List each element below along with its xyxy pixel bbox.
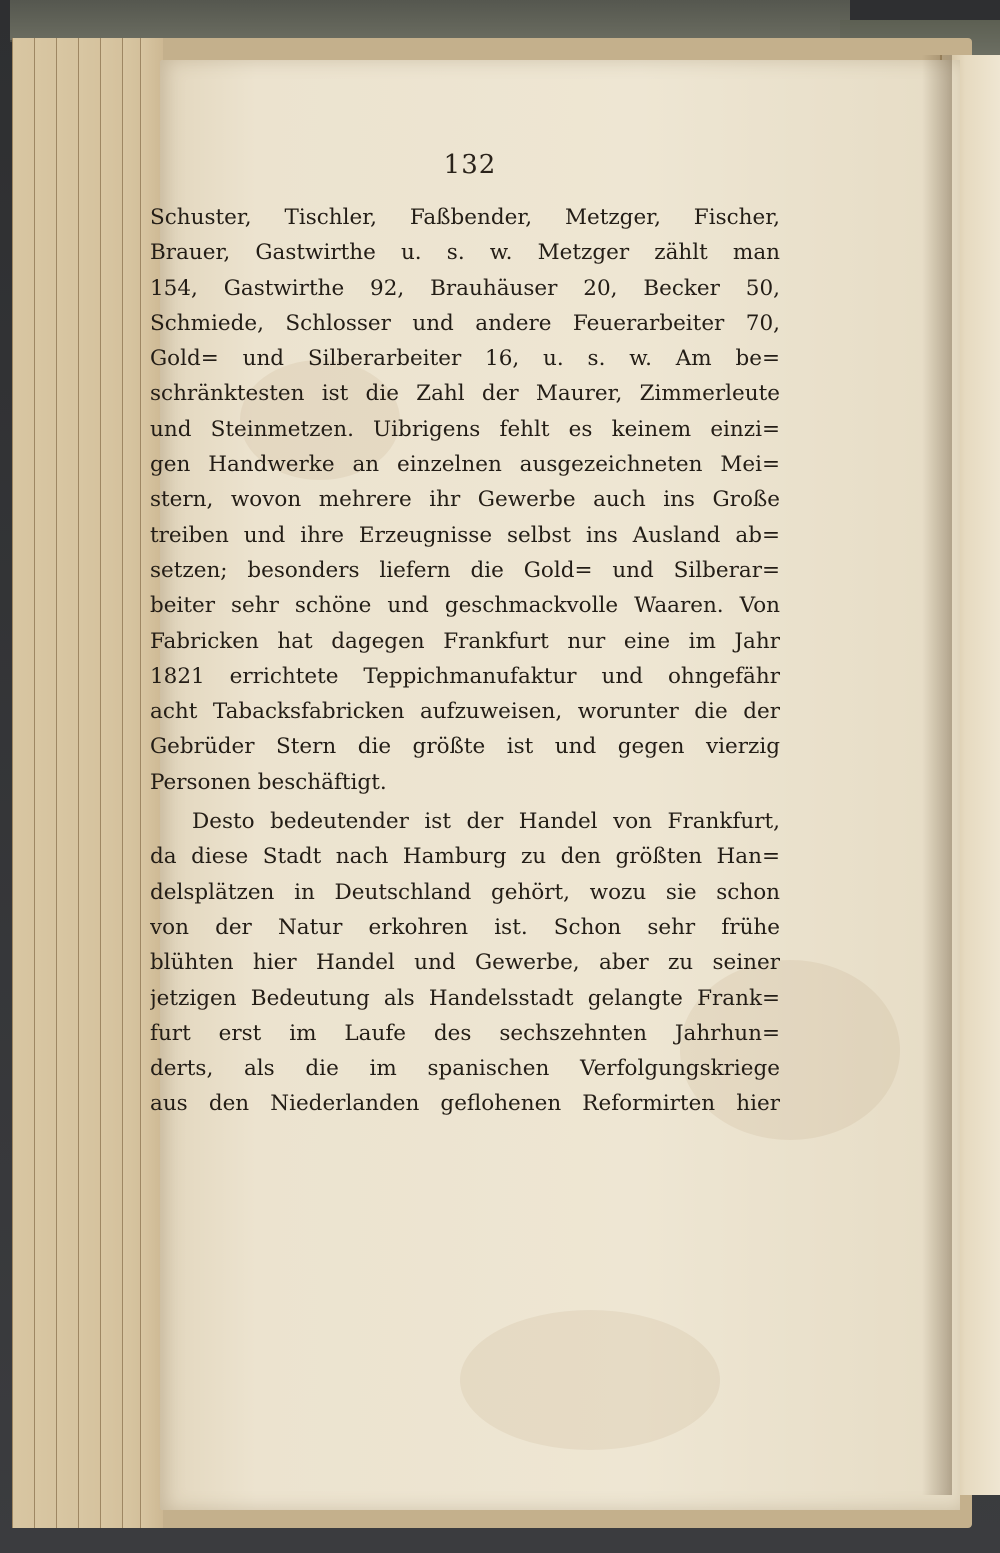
text-line: treiben und ihre Erzeugnisse selbst ins Ausland ab= [150, 522, 780, 548]
text-line: Schmiede, Schlosser und andere Feuerarbeiter 70, [150, 310, 780, 336]
page-number: 132 [443, 150, 497, 180]
text-line: furt erst im Laufe des sechszehnten Jahrhun= [150, 1020, 780, 1046]
paragraph-1 [150, 200, 780, 800]
text-line: delsplätzen in Deutschland gehört, wozu sie schon [150, 879, 780, 905]
paragraph-2 [150, 804, 780, 1122]
text-line: von der Natur erkohren ist. Schon sehr frühe [150, 914, 780, 940]
text-line: da diese Stadt nach Hamburg zu den größten Han= [150, 844, 780, 870]
text-line: stern, wovon mehrere ihr Gewerbe auch ins Große [150, 487, 780, 513]
text-line: Gebrüder Stern die größte ist und gegen vierzig [150, 734, 780, 760]
text-line: gen Handwerke an einzelnen ausgezeichneten Mei= [150, 452, 780, 478]
text-line: beiter sehr schöne und geschmackvolle Waaren. Von [150, 593, 780, 619]
text-line: 1821 errichtete Teppichmanufaktur und ohngefähr [150, 663, 780, 689]
book-cover-top [10, 0, 850, 42]
text-line: jetzigen Bedeutung als Handelsstadt gelangte Frank= [150, 985, 780, 1011]
text-line: Schuster, Tischler, Faßbender, Metzger, Fischer, [150, 205, 780, 230]
text-line: schränktesten ist die Zahl der Maurer, Zimmerleute [150, 381, 780, 407]
text-line: und Steinmetzen. Uibrigens fehlt es keinem einzi= [150, 416, 780, 442]
text-line: Brauer, Gastwirthe u. s. w. Metzger zählt man [150, 240, 780, 266]
text-line: aus den Niederlanden geflohenen Reformirten hier [150, 1091, 780, 1117]
text-line: Fabricken hat dagegen Frankfurt nur eine im Jahr [150, 628, 780, 654]
text-line: 154, Gastwirthe 92, Brauhäuser 20, Becker 50, [150, 275, 780, 301]
gutter-shadow [922, 55, 952, 1495]
text-line: Gold= und Silberarbeiter 16, u. s. w. Am be= [150, 346, 780, 372]
text-line: Desto bedeutender ist der Handel von Frankfurt, [192, 809, 780, 835]
text-line: derts, als die im spanischen Verfolgungskriege [150, 1056, 780, 1082]
text-line: blühten hier Handel und Gewerbe, aber zu seiner [150, 950, 780, 976]
text-line: Personen beschäftigt. [150, 769, 387, 795]
page-text [150, 200, 780, 1122]
text-line: setzen; besonders liefern die Gold= und Silberar= [150, 557, 780, 583]
text-line: acht Tabacksfabricken aufzuweisen, worunter die der [150, 699, 780, 725]
paper-stain [460, 1310, 720, 1450]
